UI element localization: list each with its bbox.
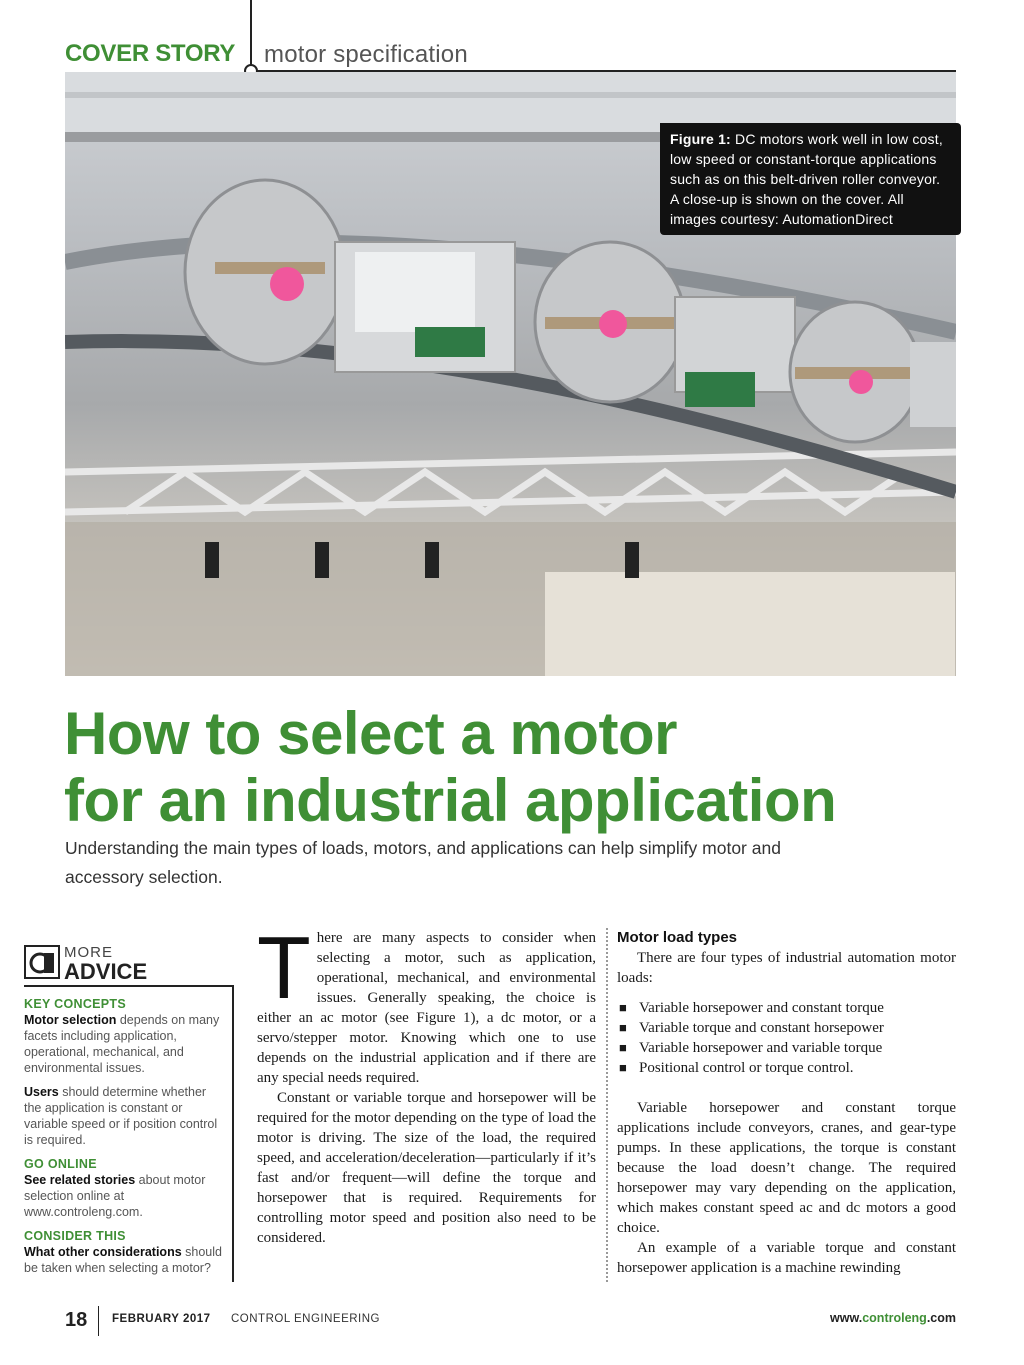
- list-item: ■ Variable horsepower and variable torque: [617, 1038, 956, 1058]
- section-label: COVER STORY: [65, 40, 236, 67]
- sidebar-item-text: about motor selection online at www.controleng.com.: [24, 1173, 206, 1219]
- title-line-1: How to select a motor: [64, 700, 677, 767]
- body-paragraph-2: Constant or variable torque and horsepower will be required for the motor depending on the type of load the motor is driving. The size of the load, the required speed, and acceleration/deceleration—particularly if it’s fast and/or frequent—will define the torque and horsepower that is required. Requirements for controlling motor speed and position also need to be considered.: [257, 1090, 596, 1246]
- url-suffix: .com: [926, 1311, 956, 1325]
- issue-date: FEBRUARY 2017: [112, 1313, 211, 1325]
- sidebar-item: [24, 1244, 224, 1276]
- body-column-1: [257, 918, 596, 1248]
- article-deck: Understanding the main types of loads, motors, and applications can help simplify motor and accessory selection.: [65, 838, 781, 887]
- url-brand: controleng: [862, 1311, 927, 1325]
- sidebar-item-text: should determine whether the application is constant or variable speed or if position control is required.: [24, 1085, 218, 1147]
- topic-label: motor specification: [264, 41, 468, 68]
- sidebar-item-text: depends on many facets including application, operational, mechanical, and environmental issues.: [24, 1013, 220, 1075]
- figure-caption-text: DC motors work well in low cost, low speed or constant-torque applications such as on this belt-driven roller conveyor. A close-up is shown on the cover. All images courtesy: AutomationDirect: [670, 131, 943, 227]
- body-column-2: [617, 928, 956, 1278]
- figure-label: Figure 1:: [670, 131, 731, 147]
- more-advice-icon: [24, 945, 60, 979]
- more-label: MORE: [64, 944, 113, 961]
- sidebar-vertical-rule: [232, 985, 234, 1282]
- load-types-list: [617, 998, 956, 1078]
- header-vertical-rule: [250, 0, 252, 70]
- sidebar-item-lead: Users: [24, 1085, 59, 1099]
- column-divider: [606, 928, 608, 1282]
- sidebar-item-lead: Motor selection: [24, 1013, 117, 1027]
- sidebar-item: [24, 1012, 224, 1076]
- list-item: ■ Positional control or torque control.: [617, 1058, 956, 1078]
- body-text: here are many aspects to consider when selecting a motor, such as application, operational, mechanical, and environmental issues. Generally speaking, the choice is either an ac motor (see Figure 1), a dc motor, or a servo/stepper motor. Knowing which one to use depends on the industrial application and if there are any special needs required.: [257, 930, 596, 1086]
- advice-label: ADVICE: [64, 959, 148, 984]
- list-item: ■ Variable torque and constant horsepower: [617, 1018, 956, 1038]
- footer-rule: [98, 1306, 99, 1336]
- sidebar-item-text: should be taken when selecting a motor?: [24, 1245, 222, 1275]
- title-line-2: for an industrial application: [64, 767, 837, 834]
- body-paragraph-5: An example of a variable torque and constant horsepower application is a machine rewinding: [617, 1240, 956, 1276]
- sidebar-rule: [24, 985, 232, 987]
- sidebar-item[interactable]: [24, 1172, 224, 1220]
- magazine-name: CONTROL ENGINEERING: [231, 1313, 381, 1325]
- sidebar-heading-consider-this: CONSIDER THIS: [24, 1229, 126, 1243]
- dropcap: T: [257, 918, 311, 1017]
- sidebar-item-lead: See related stories: [24, 1173, 136, 1187]
- list-item: ■ Variable horsepower and constant torque: [617, 998, 956, 1018]
- sidebar: [24, 996, 224, 1284]
- body-paragraph-1: [257, 918, 596, 1088]
- page-number: 18: [65, 1309, 88, 1331]
- article-title: [64, 700, 964, 834]
- sidebar-heading-key-concepts: KEY CONCEPTS: [24, 997, 127, 1011]
- body-paragraph-3: There are four types of industrial automation motor loads:: [617, 950, 956, 986]
- sidebar-item-lead: What other considerations: [24, 1245, 182, 1259]
- website-link[interactable]: [830, 1311, 956, 1325]
- sidebar-heading-go-online: GO ONLINE: [24, 1157, 97, 1171]
- url-prefix: www.: [830, 1311, 863, 1325]
- body-paragraph-4: Variable horsepower and constant torque applications include conveyors, cranes, and gear-type pumps. In these applications, the torque is constant because the load doesn’t change. The required horsepower may vary depending on the application, which makes constant speed ac and dc motors a good choice.: [617, 1100, 956, 1236]
- subhead-motor-load-types: Motor load types: [617, 929, 738, 946]
- figure-caption: [660, 123, 961, 235]
- sidebar-item: [24, 1084, 224, 1148]
